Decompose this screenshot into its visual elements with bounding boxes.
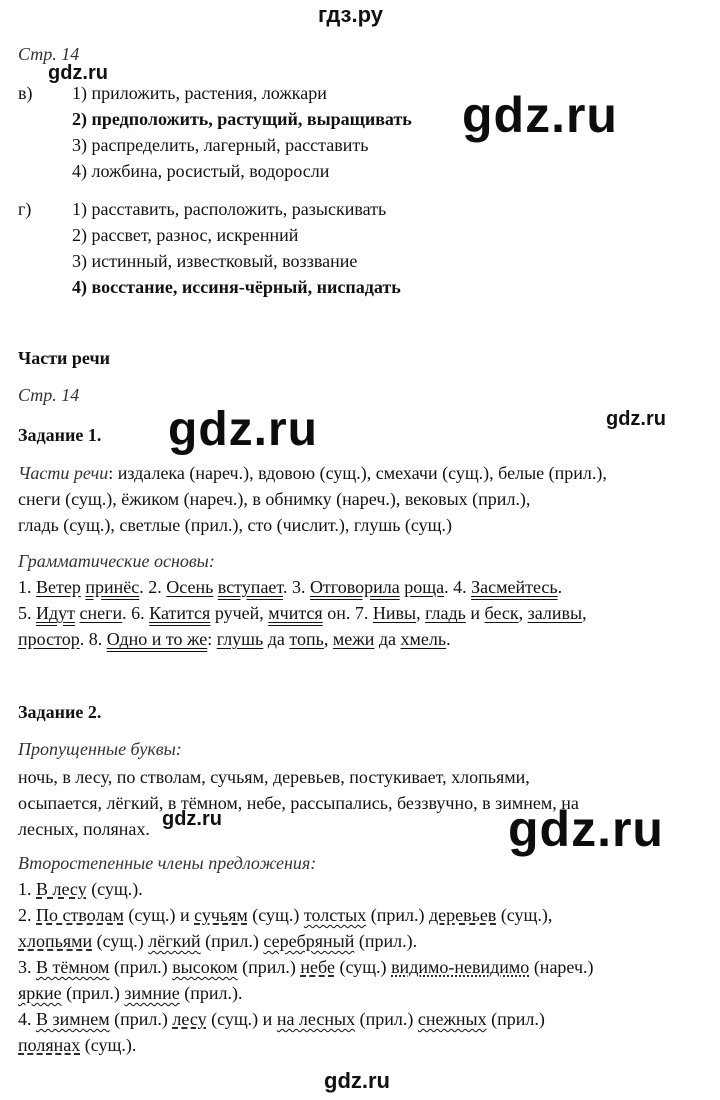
punctuation: :: [208, 551, 215, 571]
site-header[interactable]: гдз.ру: [318, 2, 383, 27]
attribute: высоком: [172, 957, 238, 977]
parts-line: гладь (сущ.), светлые (прил.), сто (числит.), глушь (сущ.): [18, 515, 453, 535]
attribute: лёгкий: [148, 931, 201, 951]
attribute: снежных: [417, 1009, 487, 1029]
object: хлопьями: [18, 931, 93, 951]
text-fragment: он. 7.: [322, 603, 373, 623]
text-fragment: :: [207, 629, 217, 649]
text-fragment: (прил.): [366, 905, 429, 925]
subject: беск: [484, 603, 519, 623]
subject: заливы: [527, 603, 583, 623]
text-fragment: (прил.): [109, 957, 173, 977]
text-fragment: 4.: [18, 1009, 36, 1029]
task-title: Задание 2.: [18, 702, 102, 722]
text-fragment: ,: [416, 603, 426, 623]
list-item-answer: 2) предположить, растущий, выращивать: [72, 109, 412, 129]
text-fragment: (прил.): [61, 983, 125, 1003]
subject: межи: [332, 629, 375, 649]
watermark: gdz.ru: [168, 403, 318, 456]
parts-line: снеги (сущ.), ёжиком (нареч.), в обнимку (нареч.), вековых (прил.),: [18, 489, 531, 509]
text-fragment: (сущ.): [334, 957, 392, 977]
text-fragment: . 3.: [282, 577, 310, 597]
footer-watermark: gdz.ru: [324, 1068, 390, 1093]
parts-line: [18, 460, 607, 486]
text-fragment: 1.: [18, 879, 36, 899]
missing-line: ночь, в лесу, по стволам, сучьям, деревьев, постукивает, хлопьями,: [18, 767, 530, 787]
text-fragment: да: [263, 629, 290, 649]
sentence-line: [18, 954, 594, 980]
text-fragment: (прил.).: [354, 931, 418, 951]
subject: глушь: [216, 629, 264, 649]
subject: хмель: [400, 629, 447, 649]
gram-label-line: [18, 548, 215, 574]
adverbial: По стволам: [36, 905, 124, 925]
text-fragment: да: [374, 629, 401, 649]
text-fragment: (прил.): [486, 1009, 545, 1029]
parts-text: : издалека (нареч.), вдовою (сущ.), смехачи (сущ.), белые (прил.),: [108, 463, 607, 483]
text-fragment: (прил.): [355, 1009, 418, 1029]
text-fragment: (сущ.).: [86, 879, 143, 899]
text-fragment: .: [557, 577, 563, 597]
sentence-line: [18, 1006, 545, 1032]
subject: роща: [404, 577, 445, 597]
missing-label: Пропущенные буквы: [18, 739, 176, 759]
subject: Нивы: [372, 603, 417, 623]
subject: Ветер: [36, 577, 81, 597]
sentence-line: [18, 928, 417, 954]
text-fragment: и: [465, 603, 485, 623]
watermark: gdz.ru: [48, 62, 108, 84]
text-fragment: (сущ.) и: [206, 1009, 277, 1029]
attribute: яркие: [18, 983, 62, 1003]
subject: Осень: [166, 577, 214, 597]
text-fragment: ,: [518, 603, 528, 623]
gram-line: [18, 574, 562, 600]
minor-label-line: [18, 850, 316, 876]
text-fragment: ручей,: [210, 603, 269, 623]
parts-label: Части речи: [18, 463, 109, 483]
text-fragment: (сущ.).: [80, 1035, 137, 1055]
attribute: на лесных: [276, 1009, 356, 1029]
predicate: Одно и то же: [106, 629, 208, 649]
text-fragment: ,: [582, 603, 587, 623]
text-fragment: (сущ.): [247, 905, 304, 925]
list-letter: г): [18, 199, 32, 219]
task-title: Задание 1.: [18, 425, 102, 445]
predicate: принёс: [85, 577, 140, 597]
text-fragment: (прил.): [200, 931, 264, 951]
punctuation: :: [310, 853, 317, 873]
text-fragment: 3.: [18, 957, 36, 977]
list-item: 4) ложбина, росистый, водоросли: [72, 161, 330, 181]
gram-line: [18, 626, 451, 652]
text-fragment: (сущ.),: [496, 905, 553, 925]
section-title: Части речи: [18, 348, 110, 368]
list-letter: в): [18, 83, 33, 103]
sentence-line: [18, 980, 243, 1006]
sentence-line: [18, 1032, 136, 1058]
minor-label: Второстепенные члены предложения: [18, 853, 311, 873]
object: деревьев: [428, 905, 497, 925]
list-item: 1) расставить, расположить, разыскивать: [72, 199, 387, 219]
text-fragment: (прил.).: [179, 983, 243, 1003]
page-label: Стр. 14: [18, 44, 80, 64]
text-fragment: 1.: [18, 577, 36, 597]
predicate: Засмейтесь: [471, 577, 558, 597]
list-item: 3) распределить, лагерный, расставить: [72, 135, 369, 155]
subject: снеги: [79, 603, 123, 623]
text-fragment: . 6.: [122, 603, 150, 623]
adverbial: полянах: [18, 1035, 81, 1055]
text-fragment: 2.: [18, 905, 36, 925]
attribute: В зимнем: [36, 1009, 110, 1029]
watermark: gdz.ru: [508, 801, 664, 857]
attribute: зимние: [124, 983, 180, 1003]
attribute: серебряный: [263, 931, 355, 951]
watermark: gdz.ru: [606, 408, 666, 430]
text-fragment: .: [446, 629, 451, 649]
list-item: 2) рассвет, разнос, искренний: [72, 225, 299, 245]
missing-label-line: [18, 736, 182, 762]
text-fragment: (прил.): [237, 957, 301, 977]
watermark: gdz.ru: [162, 808, 222, 830]
gram-label: Грамматические основы: [18, 551, 209, 571]
attribute: толстых: [303, 905, 367, 925]
text-fragment: . 8.: [79, 629, 107, 649]
watermark: gdz.ru: [462, 87, 618, 143]
predicate: вступает: [217, 577, 283, 597]
adverbial: видимо-невидимо: [391, 957, 530, 977]
sentence-line: [18, 902, 552, 928]
adverbial: небе: [300, 957, 335, 977]
subject: топь: [289, 629, 324, 649]
text-fragment: (сущ.) и: [123, 905, 195, 925]
gram-line: [18, 600, 587, 626]
missing-line: осыпается, лёгкий, в тёмном, небе, рассыпались, беззвучно, в зимнем, на: [18, 793, 579, 813]
page-label: Стр. 14: [18, 385, 80, 405]
subject: гладь: [425, 603, 466, 623]
list-item: 1) приложить, растения, ложкари: [72, 83, 327, 103]
sentence-line: [18, 876, 143, 902]
predicate: Идут: [36, 603, 76, 623]
text-fragment: (сущ.): [92, 931, 149, 951]
text-fragment: . 2.: [139, 577, 167, 597]
text-fragment: 5.: [18, 603, 36, 623]
list-item-answer: 4) восстание, иссиня-чёрный, ниспадать: [72, 277, 401, 297]
missing-line: лесных, полянах.: [18, 819, 150, 839]
text-fragment: ,: [323, 629, 333, 649]
subject: простор: [18, 629, 80, 649]
text-fragment: . 4.: [444, 577, 472, 597]
adverbial: лесу: [172, 1009, 207, 1029]
predicate: Катится: [149, 603, 211, 623]
punctuation: :: [175, 739, 182, 759]
text-fragment: (прил.): [109, 1009, 173, 1029]
attribute: В тёмном: [36, 957, 110, 977]
predicate: мчится: [268, 603, 323, 623]
predicate: Отговорила: [309, 577, 400, 597]
list-item: 3) истинный, известковый, воззвание: [72, 251, 358, 271]
adverbial: сучьям: [194, 905, 248, 925]
adverbial: В лесу: [36, 879, 87, 899]
text-fragment: (нареч.): [529, 957, 594, 977]
